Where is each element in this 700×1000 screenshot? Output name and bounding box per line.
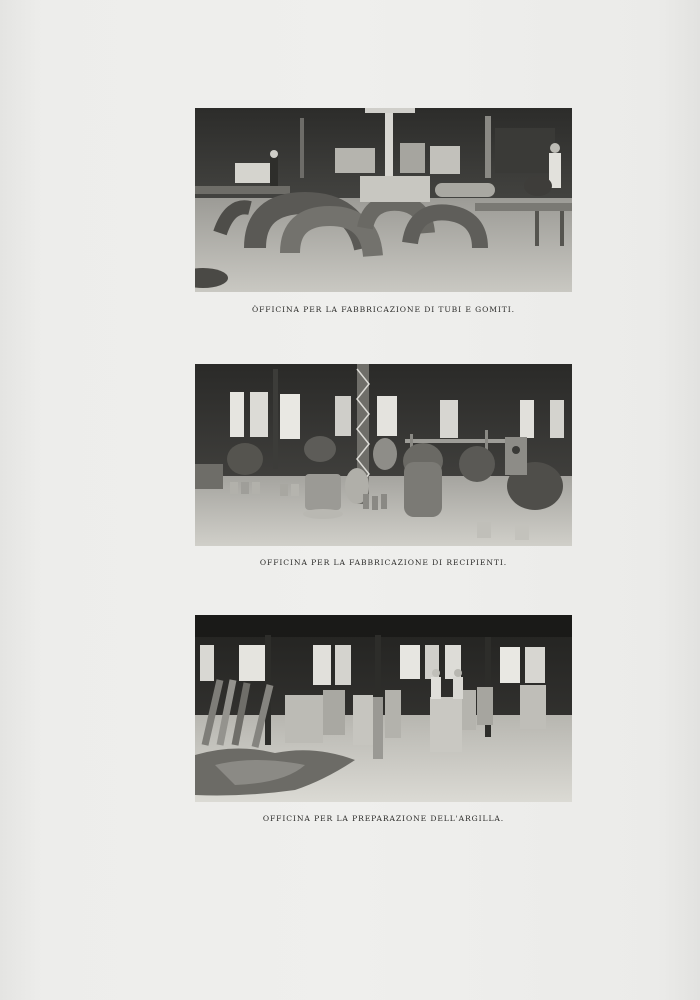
photo-clay-workshop <box>195 615 572 802</box>
figure-caption: OFFICINA PER LA PREPARAZIONE DELL'ARGILLA. <box>262 814 505 823</box>
figure-caption: ÒFFICINA PER LA FABBRICAZIONE DI TUBI E GOMITI. <box>252 305 515 314</box>
figure-caption: OFFICINA PER LA FABBRICAZIONE DI RECIPIENTI. <box>259 558 508 567</box>
photo-pipes-workshop <box>195 108 572 292</box>
photo-vessels-workshop <box>195 364 572 546</box>
